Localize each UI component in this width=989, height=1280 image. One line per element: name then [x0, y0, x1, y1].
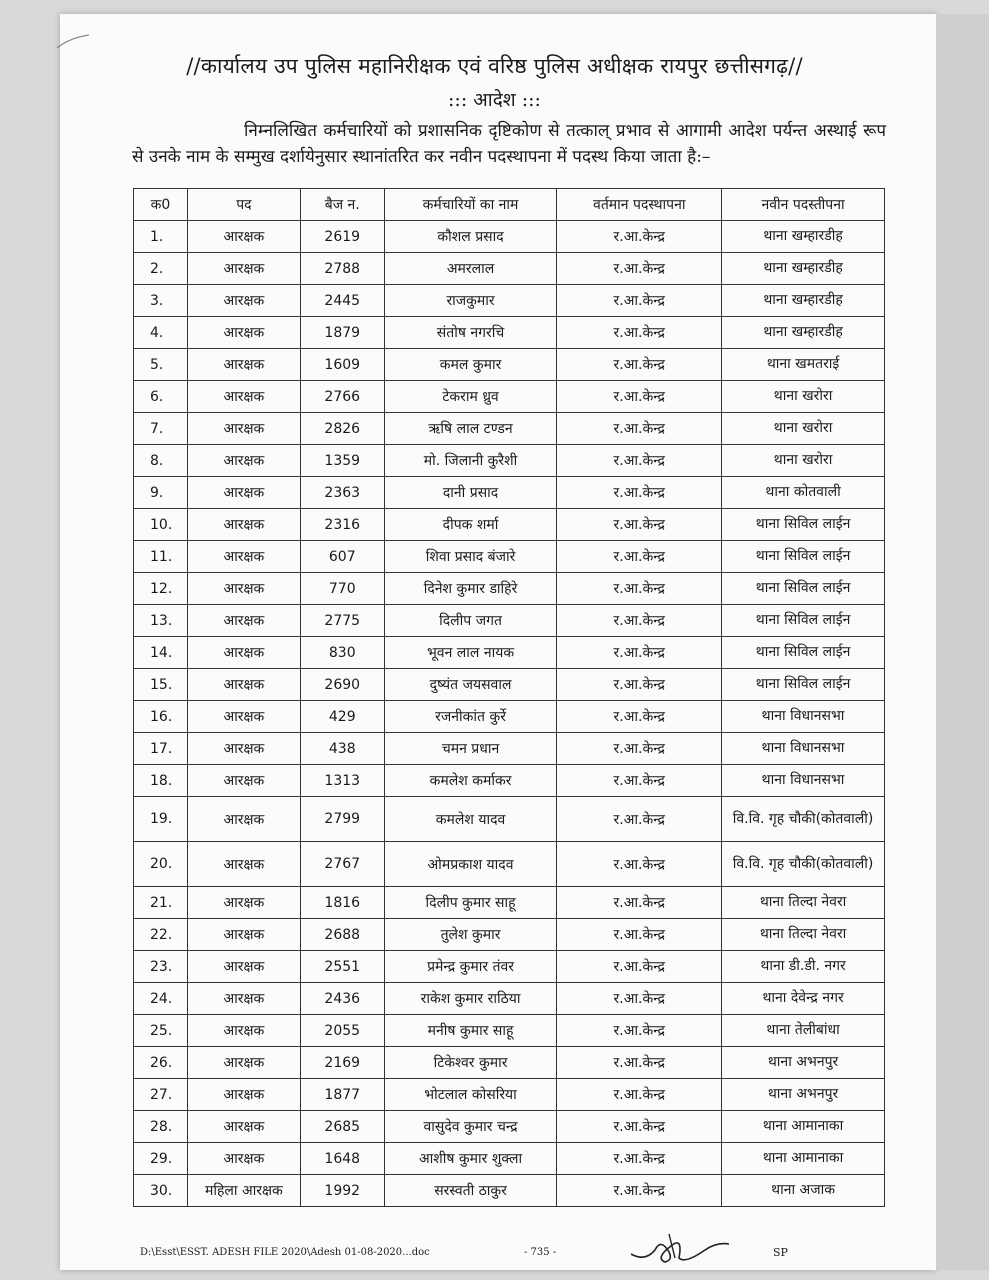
table-row	[134, 1111, 885, 1143]
cell-new-posting: थाना आमानाका	[722, 1111, 885, 1143]
cell-badge: 1816	[300, 887, 384, 919]
cell-post: आरक्षक	[187, 317, 300, 349]
cell-current-posting: र.आ.केन्द्र	[557, 669, 722, 701]
cell-serial: 10.	[134, 509, 188, 541]
cell-new-posting: थाना तिल्दा नेवरा	[722, 919, 885, 951]
cell-badge: 2690	[300, 669, 384, 701]
cell-post: आरक्षक	[187, 1143, 300, 1175]
cell-badge: 1879	[300, 317, 384, 349]
table-row	[134, 797, 885, 842]
cell-name: दीपक शर्मा	[384, 509, 557, 541]
table-row	[134, 477, 885, 509]
cell-post: आरक्षक	[187, 983, 300, 1015]
cell-current-posting: र.आ.केन्द्र	[557, 605, 722, 637]
cell-badge: 607	[300, 541, 384, 573]
cell-post: आरक्षक	[187, 1047, 300, 1079]
cell-post: आरक्षक	[187, 637, 300, 669]
cell-current-posting: र.आ.केन्द्र	[557, 887, 722, 919]
table-row	[134, 413, 885, 445]
table-row	[134, 445, 885, 477]
cell-badge: 2619	[300, 221, 384, 253]
cell-name: आशीष कुमार शुक्ला	[384, 1143, 557, 1175]
cell-badge: 1609	[300, 349, 384, 381]
cell-name: प्रमेन्द्र कुमार तंवर	[384, 951, 557, 983]
cell-badge: 438	[300, 733, 384, 765]
cell-name: तुलेश कुमार	[384, 919, 557, 951]
cell-badge: 2788	[300, 253, 384, 285]
cell-name: वासुदेव कुमार चन्द्र	[384, 1111, 557, 1143]
cell-name: कमलेश यादव	[384, 797, 557, 842]
table-row	[134, 221, 885, 253]
cell-new-posting: वि.वि. गृह चौकी(कोतवाली)	[722, 842, 885, 887]
cell-post: आरक्षक	[187, 669, 300, 701]
cell-name: संतोष नगरचि	[384, 317, 557, 349]
table-row	[134, 605, 885, 637]
office-heading: //कार्यालय उप पुलिस महानिरीक्षक एवं वरिष्ठ पुलिस अधीक्षक रायपुर छत्तीसगढ़//	[186, 54, 803, 78]
cell-name: मनीष कुमार साहू	[384, 1015, 557, 1047]
table-row	[134, 951, 885, 983]
header-badge: बैज न.	[300, 189, 384, 221]
cell-name: ऋषि लाल टण्डन	[384, 413, 557, 445]
cell-name: अमरलाल	[384, 253, 557, 285]
cell-post: आरक्षक	[187, 842, 300, 887]
cell-badge: 1359	[300, 445, 384, 477]
cell-post: आरक्षक	[187, 1079, 300, 1111]
cell-current-posting: र.आ.केन्द्र	[557, 253, 722, 285]
cell-badge: 1313	[300, 765, 384, 797]
cell-serial: 13.	[134, 605, 188, 637]
cell-badge: 2767	[300, 842, 384, 887]
cell-name: टेकराम ध्रुव	[384, 381, 557, 413]
table-row	[134, 842, 885, 887]
cell-serial: 9.	[134, 477, 188, 509]
cell-badge: 2766	[300, 381, 384, 413]
cell-post: आरक्षक	[187, 285, 300, 317]
cell-name: ओमप्रकाश यादव	[384, 842, 557, 887]
cell-serial: 24.	[134, 983, 188, 1015]
table-header-row	[134, 189, 885, 221]
cell-name: दिलीप कुमार साहू	[384, 887, 557, 919]
cell-current-posting: र.आ.केन्द्र	[557, 983, 722, 1015]
header-post: पद	[187, 189, 300, 221]
table-row	[134, 765, 885, 797]
cell-new-posting: थाना खम्हारडीह	[722, 317, 885, 349]
cell-current-posting: र.आ.केन्द्र	[557, 1015, 722, 1047]
cell-current-posting: र.आ.केन्द्र	[557, 541, 722, 573]
cell-post: आरक्षक	[187, 221, 300, 253]
cell-serial: 22.	[134, 919, 188, 951]
cell-current-posting: र.आ.केन्द्र	[557, 733, 722, 765]
cell-current-posting: र.आ.केन्द्र	[557, 1047, 722, 1079]
cell-post: आरक्षक	[187, 541, 300, 573]
cell-current-posting: र.आ.केन्द्र	[557, 509, 722, 541]
cell-new-posting: थाना खम्हारडीह	[722, 253, 885, 285]
cell-current-posting: र.आ.केन्द्र	[557, 221, 722, 253]
cell-new-posting: थाना विधानसभा	[722, 701, 885, 733]
cell-name: राकेश कुमार राठिया	[384, 983, 557, 1015]
cell-serial: 11.	[134, 541, 188, 573]
header-current-posting: वर्तमान पदस्थापना	[557, 189, 722, 221]
cell-new-posting: थाना खरोरा	[722, 381, 885, 413]
background-edge	[936, 14, 989, 1270]
cell-new-posting: थाना विधानसभा	[722, 765, 885, 797]
signature	[625, 1228, 735, 1268]
cell-serial: 15.	[134, 669, 188, 701]
cell-new-posting: थाना विधानसभा	[722, 733, 885, 765]
cell-current-posting: र.आ.केन्द्र	[557, 765, 722, 797]
cell-badge: 2688	[300, 919, 384, 951]
table-row	[134, 285, 885, 317]
cell-serial: 25.	[134, 1015, 188, 1047]
cell-post: आरक्षक	[187, 445, 300, 477]
cell-badge: 1877	[300, 1079, 384, 1111]
cell-name: दानी प्रसाद	[384, 477, 557, 509]
cell-new-posting: थाना सिविल लाईन	[722, 573, 885, 605]
cell-current-posting: र.आ.केन्द्र	[557, 285, 722, 317]
cell-badge: 1648	[300, 1143, 384, 1175]
cell-new-posting: थाना सिविल लाईन	[722, 637, 885, 669]
cell-new-posting: थाना डी.डी. नगर	[722, 951, 885, 983]
footer-page-number: - 735 -	[524, 1247, 557, 1258]
cell-post: आरक्षक	[187, 701, 300, 733]
footer-file-path: D:\Esst\ESST. ADESH FILE 2020\Adesh 01-08-2020...doc	[140, 1247, 430, 1258]
cell-name: राजकुमार	[384, 285, 557, 317]
cell-post: आरक्षक	[187, 381, 300, 413]
cell-name: दिनेश कुमार डाहिरे	[384, 573, 557, 605]
cell-current-posting: र.आ.केन्द्र	[557, 477, 722, 509]
cell-name: भूवन लाल नायक	[384, 637, 557, 669]
cell-serial: 1.	[134, 221, 188, 253]
cell-name: सरस्वती ठाकुर	[384, 1175, 557, 1207]
cell-badge: 2775	[300, 605, 384, 637]
cell-badge: 2169	[300, 1047, 384, 1079]
cell-serial: 6.	[134, 381, 188, 413]
cell-new-posting: थाना तेलीबांधा	[722, 1015, 885, 1047]
cell-name: कमलेश कर्माकर	[384, 765, 557, 797]
cell-current-posting: र.आ.केन्द्र	[557, 381, 722, 413]
pen-mark	[55, 32, 95, 52]
order-intro-text: निम्नलिखित कर्मचारियों को प्रशासनिक दृष्टिकोण से तत्काल् प्रभाव से आगामी आदेश पर्यन्त अस्थाई रूप से उनके नाम के सम्मुख दर्शायेनुसार स्थानांतरित कर नवीन पदस्थापना में पदस्थ किया जाता है:–	[132, 121, 886, 167]
cell-badge: 2445	[300, 285, 384, 317]
cell-new-posting: थाना सिविल लाईन	[722, 605, 885, 637]
cell-badge: 830	[300, 637, 384, 669]
table-row	[134, 983, 885, 1015]
cell-badge: 2551	[300, 951, 384, 983]
cell-new-posting: थाना खमतराई	[722, 349, 885, 381]
cell-post: आरक्षक	[187, 477, 300, 509]
cell-post: आरक्षक	[187, 951, 300, 983]
table-row	[134, 669, 885, 701]
cell-serial: 12.	[134, 573, 188, 605]
table-row	[134, 637, 885, 669]
cell-serial: 2.	[134, 253, 188, 285]
cell-serial: 19.	[134, 797, 188, 842]
table-row	[134, 541, 885, 573]
cell-current-posting: र.आ.केन्द्र	[557, 797, 722, 842]
cell-badge: 2826	[300, 413, 384, 445]
cell-badge: 1992	[300, 1175, 384, 1207]
cell-current-posting: र.आ.केन्द्र	[557, 1079, 722, 1111]
cell-current-posting: र.आ.केन्द्र	[557, 349, 722, 381]
table-row	[134, 1175, 885, 1207]
cell-post: आरक्षक	[187, 413, 300, 445]
cell-new-posting: वि.वि. गृह चौकी(कोतवाली)	[722, 797, 885, 842]
cell-badge: 2436	[300, 983, 384, 1015]
cell-new-posting: थाना सिविल लाईन	[722, 669, 885, 701]
cell-current-posting: र.आ.केन्द्र	[557, 701, 722, 733]
cell-serial: 3.	[134, 285, 188, 317]
table-row	[134, 701, 885, 733]
cell-current-posting: र.आ.केन्द्र	[557, 573, 722, 605]
cell-post: आरक्षक	[187, 887, 300, 919]
cell-new-posting: थाना अभनपुर	[722, 1047, 885, 1079]
cell-new-posting: थाना कोतवाली	[722, 477, 885, 509]
transfer-table	[133, 188, 885, 1207]
cell-serial: 20.	[134, 842, 188, 887]
cell-post: आरक्षक	[187, 253, 300, 285]
table-row	[134, 381, 885, 413]
table-row	[134, 1047, 885, 1079]
cell-serial: 4.	[134, 317, 188, 349]
cell-name: भोटलाल कोसरिया	[384, 1079, 557, 1111]
cell-name: कमल कुमार	[384, 349, 557, 381]
cell-current-posting: र.आ.केन्द्र	[557, 317, 722, 349]
table-row	[134, 509, 885, 541]
cell-serial: 21.	[134, 887, 188, 919]
cell-serial: 14.	[134, 637, 188, 669]
cell-post: आरक्षक	[187, 797, 300, 842]
table-row	[134, 733, 885, 765]
cell-post: आरक्षक	[187, 1015, 300, 1047]
cell-current-posting: र.आ.केन्द्र	[557, 1175, 722, 1207]
cell-new-posting: थाना खरोरा	[722, 413, 885, 445]
table-row	[134, 919, 885, 951]
cell-name: रजनीकांत कुर्रे	[384, 701, 557, 733]
cell-post: आरक्षक	[187, 1111, 300, 1143]
cell-post: महिला आरक्षक	[187, 1175, 300, 1207]
cell-new-posting: थाना अभनपुर	[722, 1079, 885, 1111]
cell-new-posting: थाना आमानाका	[722, 1143, 885, 1175]
cell-badge: 2055	[300, 1015, 384, 1047]
table-row	[134, 573, 885, 605]
cell-serial: 17.	[134, 733, 188, 765]
cell-new-posting: थाना खरोरा	[722, 445, 885, 477]
table-row	[134, 1079, 885, 1111]
table-row	[134, 1015, 885, 1047]
order-title: ::: आदेश :::	[448, 89, 541, 111]
cell-current-posting: र.आ.केन्द्र	[557, 1143, 722, 1175]
cell-name: चमन प्रधान	[384, 733, 557, 765]
cell-current-posting: र.आ.केन्द्र	[557, 445, 722, 477]
cell-post: आरक्षक	[187, 349, 300, 381]
header-new-posting: नवीन पदस्तीपना	[722, 189, 885, 221]
table-row	[134, 1143, 885, 1175]
cell-serial: 8.	[134, 445, 188, 477]
cell-serial: 18.	[134, 765, 188, 797]
table-row	[134, 349, 885, 381]
cell-serial: 5.	[134, 349, 188, 381]
cell-current-posting: र.आ.केन्द्र	[557, 413, 722, 445]
cell-badge: 770	[300, 573, 384, 605]
cell-new-posting: थाना सिविल लाईन	[722, 541, 885, 573]
cell-serial: 27.	[134, 1079, 188, 1111]
cell-badge: 2363	[300, 477, 384, 509]
cell-post: आरक्षक	[187, 765, 300, 797]
cell-badge: 2316	[300, 509, 384, 541]
cell-post: आरक्षक	[187, 573, 300, 605]
cell-name: मो. जिलानी कुरैशी	[384, 445, 557, 477]
table-row	[134, 253, 885, 285]
cell-new-posting: थाना तिल्दा नेवरा	[722, 887, 885, 919]
cell-new-posting: थाना अजाक	[722, 1175, 885, 1207]
cell-name: टिकेश्वर कुमार	[384, 1047, 557, 1079]
cell-serial: 29.	[134, 1143, 188, 1175]
header-serial: क0	[134, 189, 188, 221]
footer-designation: SP	[773, 1246, 788, 1259]
cell-serial: 26.	[134, 1047, 188, 1079]
cell-badge: 2799	[300, 797, 384, 842]
table-row	[134, 317, 885, 349]
cell-badge: 429	[300, 701, 384, 733]
cell-serial: 16.	[134, 701, 188, 733]
cell-current-posting: र.आ.केन्द्र	[557, 842, 722, 887]
cell-current-posting: र.आ.केन्द्र	[557, 637, 722, 669]
cell-new-posting: थाना देवेन्द्र नगर	[722, 983, 885, 1015]
cell-post: आरक्षक	[187, 733, 300, 765]
cell-serial: 7.	[134, 413, 188, 445]
cell-post: आरक्षक	[187, 509, 300, 541]
cell-post: आरक्षक	[187, 919, 300, 951]
header-name: कर्मचारियों का नाम	[384, 189, 557, 221]
cell-name: कौशल प्रसाद	[384, 221, 557, 253]
cell-badge: 2685	[300, 1111, 384, 1143]
table-row	[134, 887, 885, 919]
cell-current-posting: र.आ.केन्द्र	[557, 951, 722, 983]
cell-new-posting: थाना खम्हारडीह	[722, 221, 885, 253]
cell-name: दुष्यंत जयसवाल	[384, 669, 557, 701]
cell-name: शिवा प्रसाद बंजारे	[384, 541, 557, 573]
cell-current-posting: र.आ.केन्द्र	[557, 919, 722, 951]
cell-new-posting: थाना सिविल लाईन	[722, 509, 885, 541]
cell-serial: 28.	[134, 1111, 188, 1143]
cell-post: आरक्षक	[187, 605, 300, 637]
cell-name: दिलीप जगत	[384, 605, 557, 637]
cell-current-posting: र.आ.केन्द्र	[557, 1111, 722, 1143]
cell-serial: 30.	[134, 1175, 188, 1207]
cell-new-posting: थाना खम्हारडीह	[722, 285, 885, 317]
cell-serial: 23.	[134, 951, 188, 983]
